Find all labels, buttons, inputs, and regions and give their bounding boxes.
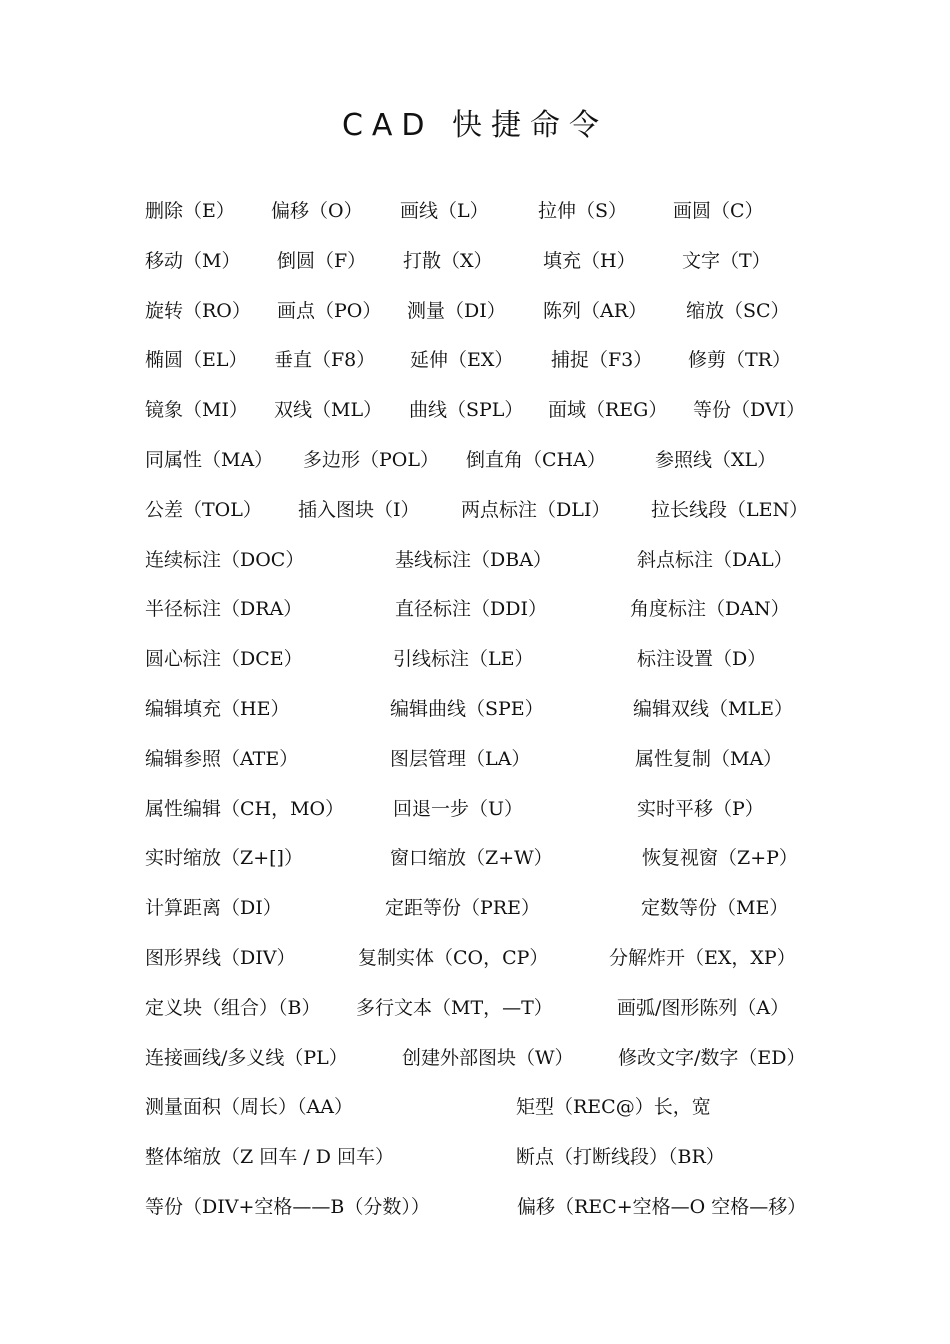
shortcut-entry: 图形界线（DIV） (145, 947, 296, 969)
shortcut-entry: 两点标注（DLI） (461, 498, 611, 521)
shortcut-entry: 陈列（AR） (543, 299, 648, 322)
shortcut-row (0, 445, 950, 475)
shortcut-entry: 捕捉（F3） (551, 349, 653, 372)
shortcut-entry: 基线标注（DBA） (395, 548, 552, 571)
shortcut-entry: 引线标注（LE） (393, 648, 534, 671)
shortcut-entry: 画圆（C） (673, 200, 764, 222)
shortcut-row (0, 1043, 950, 1073)
shortcut-entry: 面域（REG） (548, 399, 668, 422)
shortcut-entry: 修剪（TR） (688, 349, 791, 372)
shortcut-row (0, 843, 950, 873)
shortcut-entry: 曲线（SPL） (409, 399, 524, 422)
shortcut-entry: 定距等份（PRE） (385, 897, 540, 920)
shortcut-row (0, 993, 950, 1023)
shortcut-entry: 编辑参照（ATE） (145, 747, 299, 770)
shortcut-entry: 编辑填充（HE） (145, 698, 290, 720)
shortcut-entry: 属性复制（MA） (635, 747, 783, 770)
shortcut-row (0, 345, 950, 375)
shortcut-entry: 拉长线段（LEN） (651, 498, 809, 521)
shortcut-entry: 测量（DI） (407, 299, 506, 322)
shortcut-entry: 半径标注（DRA） (145, 598, 303, 621)
shortcut-entry: 编辑曲线（SPE） (390, 698, 544, 720)
shortcut-entry: 延伸（EX） (410, 349, 514, 372)
shortcut-row (0, 1192, 950, 1222)
shortcut-row (0, 1142, 950, 1172)
shortcut-entry: 倒直角（CHA） (466, 449, 606, 471)
shortcut-row (0, 644, 950, 674)
shortcut-entry: 修改文字/数字（ED） (618, 1046, 806, 1069)
shortcut-row (0, 943, 950, 973)
shortcut-entry: 多边形（POL） (303, 449, 439, 471)
shortcut-entry: 偏移（REC+空格—O 空格—移） (517, 1196, 807, 1218)
shortcut-entry: 测量面积（周长）（AA） (145, 1096, 353, 1119)
shortcut-entry: 直径标注（DDI） (395, 598, 547, 621)
shortcut-entry: 偏移（O） (271, 200, 363, 222)
shortcut-entry: 画线（L） (400, 200, 489, 222)
shortcut-entry: 连接画线/多义线（PL） (145, 1046, 348, 1069)
shortcut-row (0, 545, 950, 575)
shortcut-entry: 拉伸（S） (538, 200, 628, 222)
shortcut-entry: 插入图块（I） (298, 498, 420, 521)
shortcut-entry: 连续标注（DOC） (145, 548, 305, 571)
shortcut-entry: 文字（T） (682, 249, 771, 272)
shortcut-entry: 公差（TOL） (145, 498, 262, 521)
shortcut-row (0, 893, 950, 923)
shortcut-row (0, 694, 950, 724)
shortcut-entry: 定数等份（ME） (641, 897, 789, 920)
shortcut-entry: 创建外部图块（W） (402, 1046, 574, 1069)
shortcut-entry: 移动（M） (145, 249, 241, 272)
shortcut-entry: 角度标注（DAN） (630, 598, 790, 621)
shortcut-entry: 椭圆（EL） (145, 349, 248, 372)
shortcut-entry: 双线（ML） (274, 399, 383, 422)
shortcut-entry: 编辑双线（MLE） (633, 698, 793, 720)
shortcut-entry: 缩放（SC） (686, 299, 790, 322)
shortcut-row (0, 1092, 950, 1122)
shortcut-entry: 整体缩放（Z 回车 / D 回车） (145, 1146, 394, 1169)
shortcut-entry: 断点（打断线段）（BR） (516, 1146, 725, 1169)
shortcut-entry: 实时缩放（Z+[]） (145, 847, 303, 870)
shortcut-entry: 旋转（RO） (145, 299, 251, 322)
shortcut-entry: 垂直（F8） (274, 349, 376, 372)
shortcut-entry: 镜象（MI） (145, 399, 248, 422)
shortcut-entry: 标注设置（D） (637, 648, 767, 671)
shortcut-row (0, 296, 950, 326)
shortcut-entry: 定义块（组合）（B） (145, 996, 321, 1019)
shortcut-entry: 画点（PO） (277, 299, 382, 322)
shortcut-entry: 等份（DIV+空格——B（分数）） (145, 1196, 430, 1218)
shortcut-entry: 等份（DVI） (693, 399, 806, 422)
shortcut-entry: 斜点标注（DAL） (637, 548, 793, 571)
shortcut-row (0, 395, 950, 425)
shortcut-row (0, 495, 950, 525)
shortcut-entry: 恢复视窗（Z+P） (642, 847, 798, 870)
shortcut-entry: 画弧/图形陈列（A） (617, 996, 790, 1019)
shortcut-entry: 实时平移（P） (637, 797, 764, 820)
shortcut-entry: 同属性（MA） (145, 449, 274, 471)
shortcut-entry: 图层管理（LA） (390, 747, 531, 770)
shortcut-entry: 填充（H） (543, 249, 636, 272)
shortcut-entry: 参照线（XL） (655, 449, 777, 471)
shortcut-row (0, 794, 950, 824)
shortcut-entry: 倒圆（F） (277, 249, 367, 272)
shortcut-entry: 删除（E） (145, 200, 235, 222)
shortcut-entry: 多行文本（MT，—T） (356, 996, 553, 1019)
shortcut-row (0, 744, 950, 774)
page-title: CAD 快捷命令 (341, 108, 609, 143)
shortcut-entry: 窗口缩放（Z+W） (390, 847, 553, 870)
shortcut-row (0, 594, 950, 624)
shortcut-entry: 矩型（REC@）长，宽 (516, 1096, 711, 1119)
shortcut-entry: 打散（X） (403, 249, 493, 272)
shortcut-entry: 分解炸开（EX，XP） (609, 947, 796, 969)
shortcut-entry: 回退一步（U） (393, 797, 524, 820)
shortcut-entry: 计算距离（DI） (145, 897, 282, 920)
shortcut-row (0, 196, 950, 226)
shortcut-entry: 圆心标注（DCE） (145, 648, 303, 671)
shortcut-entry: 属性编辑（CH，MO） (145, 797, 345, 820)
shortcut-entry: 复制实体（CO，CP） (358, 947, 549, 969)
shortcut-row (0, 246, 950, 276)
